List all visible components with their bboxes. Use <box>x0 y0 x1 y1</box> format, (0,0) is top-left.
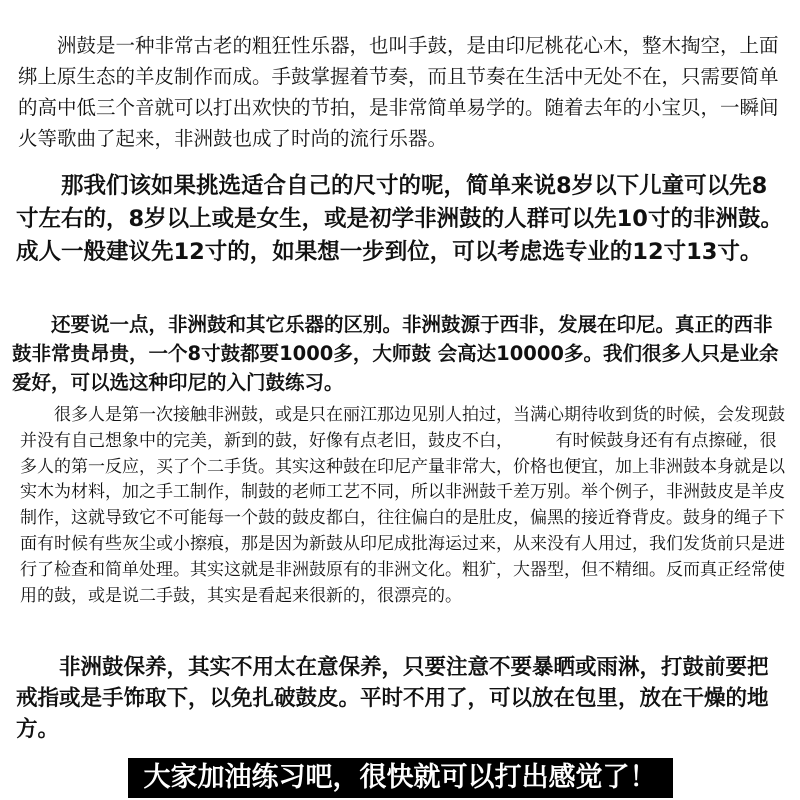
paragraph-origin: 还要说一点，非洲鼓和其它乐器的区别。非洲鼓源于西非，发展在印尼。真正的西非鼓非常贵昂贵，一个8寸鼓都要1000多，大师鼓 会高达10000多。我们很多人只是业余爱好，可以选这种印尼的入门鼓练习。 <box>12 313 779 394</box>
paragraph-appearance: 很多人是第一次接触非洲鼓，或是只在丽江那边见别人拍过，当满心期待收到货的时候，会发现鼓并没有自己想象中的完美，新到的鼓，好像有点老旧，鼓皮不白， 有时候鼓身还有有点擦碰，很多人的第一反应，买了个二手货。其实这种鼓在印尼产量非常大，价格也便宜，加上非洲鼓本身就是以实木为材料，加之手工制作，制鼓的老师工艺不同，所以非洲鼓千差万别。举个例子，非洲鼓皮是羊皮制作，这就导致它不可能每一个鼓的鼓皮都白，往往偏白的是肚皮，偏黑的接近脊背皮。鼓身的绳子下面有时候有些灰尘或小擦痕，那是因为新鼓从印尼成批海运过来，从来没有人用过，我们发货前只是进行了检查和简单处理。其实这就是非洲鼓原有的非洲文化。粗犷，大器型，但不精细。反而真正经常使用的鼓，或是说二手鼓，其实是看起来很新的，很漂亮的。 <box>20 405 785 606</box>
paragraph-size-guide: 那我们该如果挑选适合自己的尺寸的呢，简单来说8岁以下儿童可以先8寸左右的，8岁以上或是女生，或是初学非洲鼓的人群可以先10寸的非洲鼓。成人一般建议先12寸的，如果想一步到位，可以考虑选专业的12寸13寸。 <box>16 173 783 265</box>
encouragement-banner: 大家加油练习吧，很快就可以打出感觉了！ <box>128 758 673 798</box>
banner-container <box>0 758 800 798</box>
paragraph-maintenance: 非洲鼓保养，其实不用太在意保养，只要注意不要暴晒或雨淋，打鼓前要把戒指或是手饰取下，以免扎破鼓皮。平时不用了，可以放在包里，放在干燥的地方。 <box>16 655 769 742</box>
paragraph-intro: 洲鼓是一种非常古老的粗狂性乐器，也叫手鼓，是由印尼桃花心木，整木掏空，上面绑上原生态的羊皮制作而成。手鼓掌握着节奏，而且节奏在生活中无处不在，只需要简单的高中低三个音就可以打出欢快的节拍，是非常简单易学的。随着去年的小宝贝，一瞬间火等歌曲了起来，非洲鼓也成了时尚的流行乐器。 <box>18 34 779 150</box>
